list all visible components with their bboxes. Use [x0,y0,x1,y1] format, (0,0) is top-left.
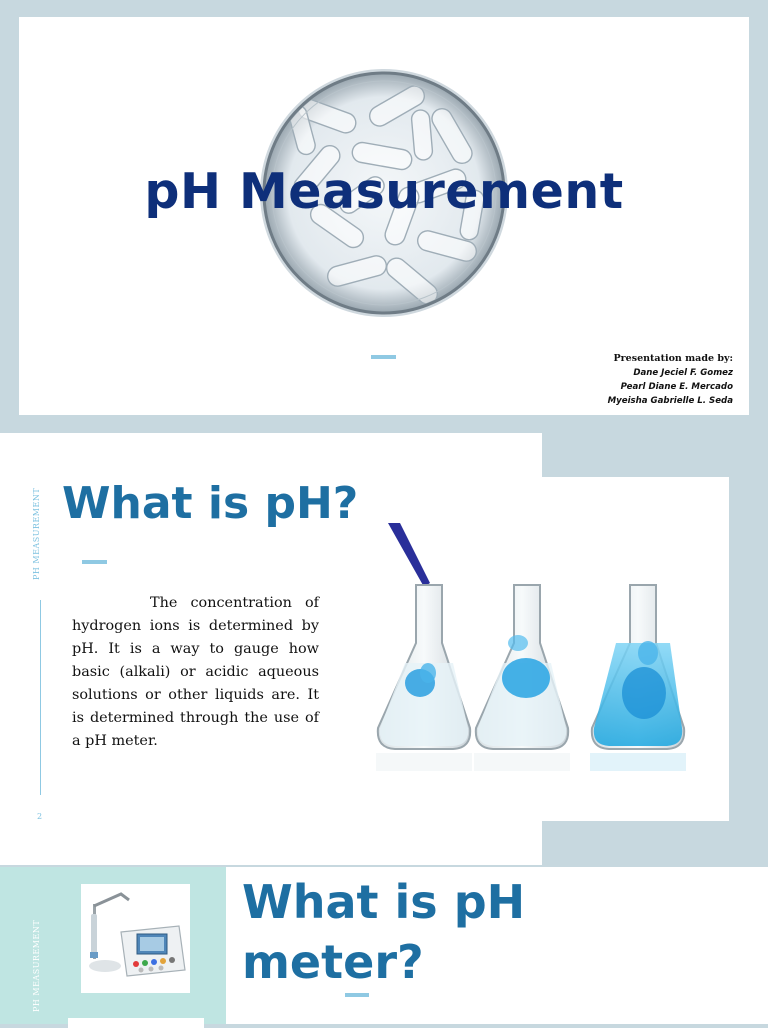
page-number: 2 [37,812,43,821]
credits-block [608,352,733,408]
author-name: Pearl Diane E. Mercado [620,382,733,392]
author-name: Dane Jeciel F. Gomez [633,368,733,378]
accent-dash [82,560,107,564]
slide-heading: What is pH meter? [242,875,526,989]
ph-meter-image [81,884,190,993]
image-frame [68,1018,204,1028]
title-slide [19,17,749,415]
author-name: Myeisha Gabrielle L. Seda [607,396,733,406]
body-paragraph: The concentration of hydrogen ions is determined by pH. It is a way to gauge how basic (alkali) or acidic aqueous solutions or other liquids are. It is determined through the use of a pH meter. [72,595,319,749]
slide-heading: What is pH? [62,478,359,529]
presentation-title: pH Measurement [144,163,624,220]
side-divider [40,600,41,795]
credits-heading: Presentation made by: [613,353,733,364]
accent-dash [371,355,396,359]
side-label: PH MEASUREMENT [32,488,41,581]
accent-dash [345,993,369,997]
ph-meter-image-frame [81,884,190,993]
side-label: PH MEASUREMENT [32,920,41,1013]
flasks-image [358,523,718,778]
